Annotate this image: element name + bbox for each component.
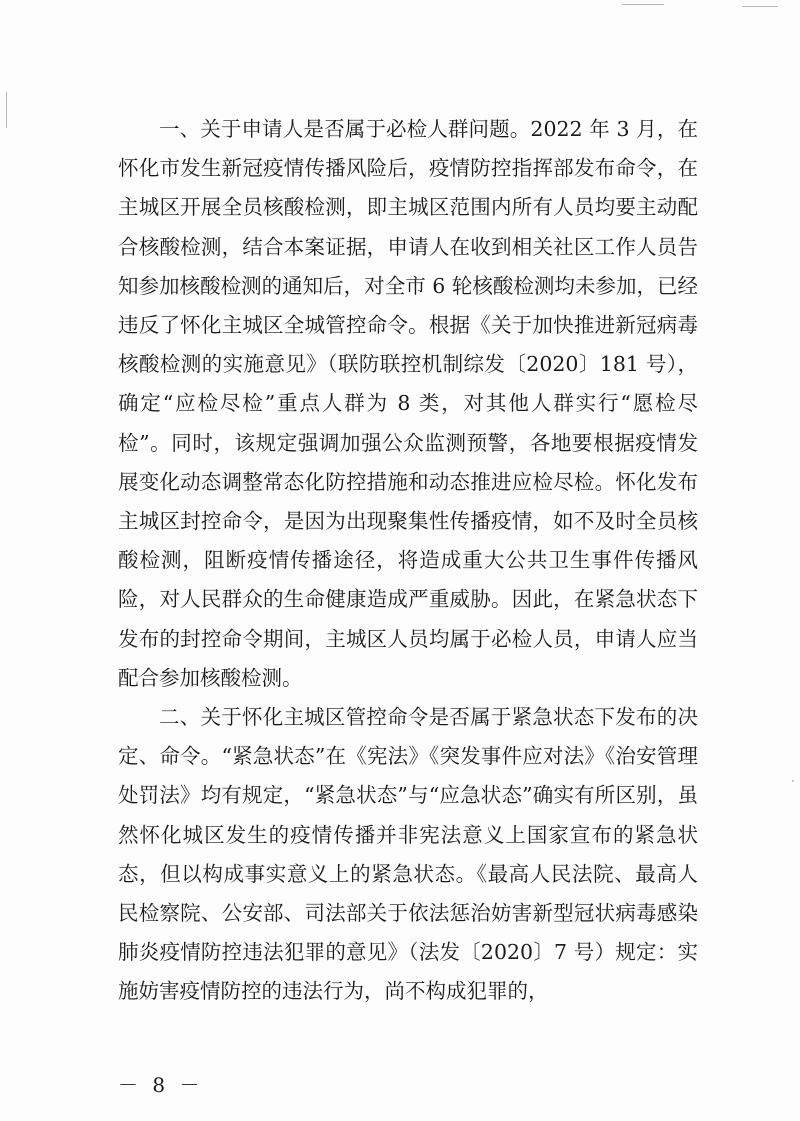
scan-edge-mark [792,780,794,782]
paragraph-1: 一、关于申请人是否属于必检人群问题。2022 年 3 月，在怀化市发生新冠疫情传播风险后，疫情防控指挥部发布命令，在主城区开展全员核酸检测，即主城区范围内所有人员均要主动配合核酸检测，结合本案证据，申请人在收到相关社区工作人员告知参加核酸检测的通知后，对全市 6 轮核酸检测均未参加，已经违反了怀化主城区全城管控命令。根据《关于加快推进新冠病毒核酸检测的实施意见》（联防联控机制综发〔2020〕181 号），确定“应检尽检”重点人群为 8 类，对其他人群实行“愿检尽检”。同时，该规定强调加强公众监测预警，各地要根据疫情发展变化动态调整常态化防控措施和动态推进应检尽检。怀化发布主城区封控命令，是因为出现聚集性传播疫情，如不及时全员核酸检测，阻断疫情传播途径，将造成重大公共卫生事件传播风险，对人民群众的生命健康造成严重威胁。因此，在紧急状态下发布的封控命令期间，主城区人员均属于必检人员，申请人应当配合参加核酸检测。 [118,117,698,690]
scan-edge-mark [742,6,778,7]
page-number: － 8 － [118,1073,204,1097]
scan-edge-mark [622,4,664,5]
document-body [118,110,698,1012]
scan-edge-mark [6,92,7,128]
paragraph-2: 二、关于怀化主城区管控命令是否属于紧急状态下发布的决定、命令。“紧急状态”在《宪法》《突发事件应对法》《治安管理处罚法》均有规定，“紧急状态”与“应急状态”确实有所区别，虽然怀化城区发生的疫情传播并非宪法意义上国家宣布的紧急状态，但以构成事实意义上的紧急状态。《最高人民法院、最高人民检察院、公安部、司法部关于依法惩治妨害新型冠状病毒感染肺炎疫情防控违法犯罪的意见》（法发〔2020〕7 号）规定：实施妨害疫情防控的违法行为，尚不构成犯罪的， [118,705,698,1004]
